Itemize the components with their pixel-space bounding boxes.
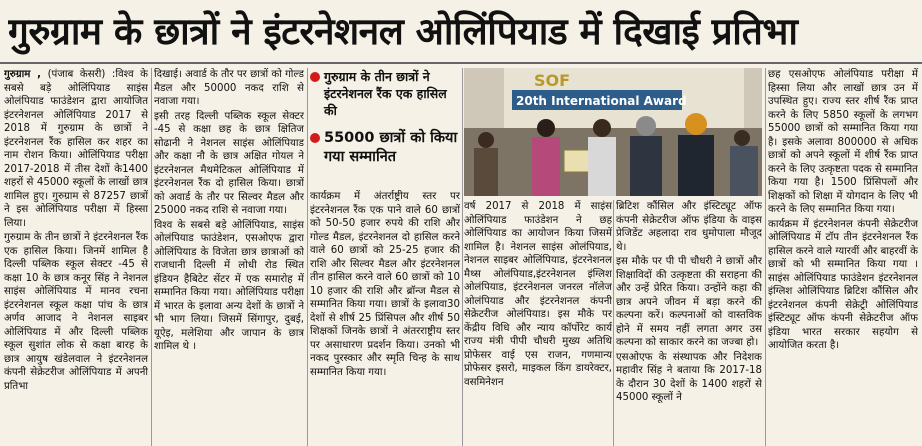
column-divider [307, 68, 308, 446]
headline: गुरुग्राम के छात्रों ने इंटरनेशनल ओलिंपियाड में दिखाई प्रतिभा [8, 10, 798, 53]
article-column-4 [464, 200, 612, 446]
red-bullet-icon [310, 72, 320, 82]
photo-banner-top: SOF [534, 71, 571, 90]
col5-para1: ब्रिटिश कौंसिल और इंस्टिट्यूट ऑफ कंपनी सेक्रेटरीज ऑफ इंडिया के वाइस प्रेजिडेंट अहलादा राव धुमोपाला मौजूद थे। [616, 201, 762, 253]
pull-quote-2-text: 55000 छात्रों को किया गया सम्मानित [324, 130, 458, 165]
photo-banner-line: 20th International Award [516, 94, 687, 108]
col2-para3: विश्व के सबसे बड़े ओलिंपियाड, साइंस ओलंपियाड फाउंडेशन, एसओएफ द्वारा ओलिंपियाड के विजेता छात्र छात्राओं को राजधानी दिल्ली में लोधी रोड स्थित इंडियन हैबिटेट सेंटर में एक समारोह में सम्मानित किया गया। ओलिंपियाड परीक्षा में भारत के इलावा अन्य देशों के छात्रों ने भी भाग लिया। जिसमें सिंगापुर, दुबई, यूऐइ, मलेशिया और जापान के छात्र शामिल थे । [154, 219, 304, 352]
article-column-2 [154, 68, 304, 446]
col5-para3: एसओएफ के संस्थापक और निदेशक महावीर सिंह ने बताया कि 2017-18 के दौरान 30 देशों के 1400 शहरों से 45000 स्कूलों ने [616, 351, 762, 403]
col5-para2: इस मौके पर पी पी चौधरी ने छात्रों और शिक्षाविदों की उत्कृष्टता की सराहना की और उन्हें प्रेरित किया। उन्होंने कहा की छात्र अपने जीवन में बड़ा करने की कल्पना करें। कल्पनाओं को वास्तविक होने में समय नहीं लगता अगर उस कल्पना को साकार करने का जज्बा हो। [616, 256, 762, 348]
column-divider [613, 200, 614, 446]
col6-para2: कार्यक्रम में इंटरनेशनल कंपनी सेक्रेटरीज ओलिंपियाड में टॉप तीन इंटरनेशनल रैंक हासिल करने वाले ग्यारवीं और बाहरवीं के छात्रों को भी सम्मानित किया गया । साइंस ओलिंपियाड फाउंडेशन इंटरनेशनल इंग्लिश ओलिंपियाड ब्रिटिश कौंसिल और इंटरनेशनल कंपनी सेक्रेट्री ओलिंपियाड इंस्टिट्यूट ऑफ कंपनी सेक्रेटरीज ऑफ इंडिया भारत सरकार सहयोग से आयोजित करता है। [768, 218, 918, 351]
column-divider [462, 68, 463, 446]
pull-quotes [310, 68, 460, 186]
headline-rule [0, 62, 922, 64]
col6-para1: छह एसओएफ ओलंपियाड परीक्षा में हिस्सा लिया और लाखों छात्र उन में उपस्थित हुए। राज्य स्तर शीर्ष रैंक प्राप्त करने के लिए 5850 स्कूलों के लगभग 55000 छात्रों को सम्मानित किया गया है। इसके अलावा 800000 से अधिक छात्रों को अपने स्कूलों में शीर्ष रैंक प्राप्त करने के लिए उत्कृष्टता पदक से सम्मानित किया गया है। 1500 प्रिंसिपलों और शिक्षकों को शिक्षा में योगदान के लिए भी करने के लिए सम्मानित किया गया। [768, 69, 918, 215]
award-ceremony-photo [464, 68, 762, 196]
col1-para2: गुरुग्राम के तीन छात्रों ने इंटरनेशनल रैंक एक हासिल किया। जिनमें शामिल है दिल्ली पब्लिक स्कूल सेक्टर -45 से कक्षा 10 के छात्र कनूर सिंह ने नेशनल साइंस ओलिंपियाड में मानव रचना इंटरनेशनल स्कूल कक्षा पांच के छात्र अर्णव आजाद ने नेशनल साइबर ओलिंपियाड में और दिल्ली पब्लिक स्कूल सुशांत लोक से कक्षा बारह के छात्र आयुष खंडेलवाल ने इंटरनेशनल कंपनी सेक्रेटरीज ओलिंपियाड में अपनी प्रतिभा [4, 232, 148, 392]
article-column-1 [4, 68, 148, 446]
article-column-3 [310, 190, 460, 446]
col2-para1: दिखाई। अवार्ड के तौर पर छात्रों को गोल्ड मैडल और 50000 नकद राशि से नवाजा गया। [154, 69, 304, 107]
column-divider [765, 68, 766, 446]
article-column-6 [768, 68, 918, 446]
article-column-5 [616, 200, 762, 446]
col1-para1 [4, 68, 148, 230]
col1-para1-text: (पंजाब केसरी) :विश्व के सबसे बड़े ओलिंपियाड साइंस ओलंपियाड फाउंडेशन द्वारा आयोजित इंटरनेशनल ओलिंपियाड 2017 से 2018 में गुरुग्राम के छात्रों ने इंटरनेशनल रैंक हासिल कर शहर का नाम रोशन किया। ओलिंपियाड परीक्षा 2017-2018 में तीस देशों के1400 शहरों से 45000 स्कूलों के लाखों छात्र शामिल हुए। गुरुग्राम से 87257 छात्रों ने इस ओलिंपियाड परीक्षा में हिस्सा लिया। [4, 69, 148, 229]
photo-illustration [464, 68, 762, 196]
dateline: गुरुग्राम , [4, 69, 42, 80]
pull-quote-2 [310, 129, 460, 167]
col4-para1: वर्ष 2017 से 2018 में साइंस ओलिंपियाड फाउंडेशन ने छह ओलिंपियाड का आयोजन किया जिसमें शामिल है। नेशनल साइंस ओलंपियाड, नेशनल साइबर ओलिंपियाड, इंटरनेशनल मैथ्स ओलंपियाड,इंटरनेशनल इंग्लिश ओलंपियाड, इंटरनेशनल जनरल नॉलेज ओलंपियाड और इंटरनेशनल कंपनी सेक्रेटरीज ओलंपियाड। इस मौके पर केंद्रीय विधि और न्याय कॉर्पोरेट कार्य राज्य मंत्री पीपी चौधरी मुख्य अतिथि प्रोफेसर वाई एस राजन, गणमान्य प्रोफेसर इसरो, माइकल किंग डायरेक्टर, वसमिनेशन [464, 201, 612, 388]
pull-quote-1-text: गुरुग्राम के तीन छात्रों ने इंटरनेशनल रैंक एक हासिल की [324, 69, 447, 118]
pull-quote-1 [310, 68, 460, 119]
red-bullet-icon [310, 133, 320, 143]
column-divider [151, 68, 152, 446]
col3-para1: कार्यक्रम में अंतर्राष्ट्रीय स्तर पर इंटरनेशनल रैंक एक पाने वाले 60 छात्रों को 50-50 हजार रुपये की राशि और गोल्ड मैडल, इंटरनेशनल दो हासिल करने वाले 60 छात्रों को 25-25 हजार की राशि और सिल्वर मैडल और इंटरनेशनल तीन हासिल करने वाले 60 छात्रों को 10 10 हजार की राशि और ब्रॉन्ज मैडल से सम्मानित किया गया। छात्रों के इलावा30 देशों से शीर्ष 25 प्रिंसिपल और शीर्ष 50 शिक्षकों जिनके छात्रों ने अंतरराष्ट्रीय स्तर पर असाधारण प्रदर्शन किया। उनको भी नकद पुरस्कार और स्मृति चिन्ह के साथ सम्मानित किया गया। [310, 191, 460, 378]
col2-para2: इसी तरह दिल्ली पब्लिक स्कूल सेक्टर -45 से कक्षा छह के छात्र क्षितिज सोढानी ने नेशनल साइंस ओलिंपियाड और कक्षा नौ के छात्र अक्षित गोयल ने इंटरनेशनल मैथमेटिकल ओलिंपियाड में इंटरनेशनल रैंक दो हासिल किया। छात्रों को अवार्ड के तौर पर सिल्वर मैडल और 25000 नकद राशि से नवाजा गया। [154, 110, 304, 216]
